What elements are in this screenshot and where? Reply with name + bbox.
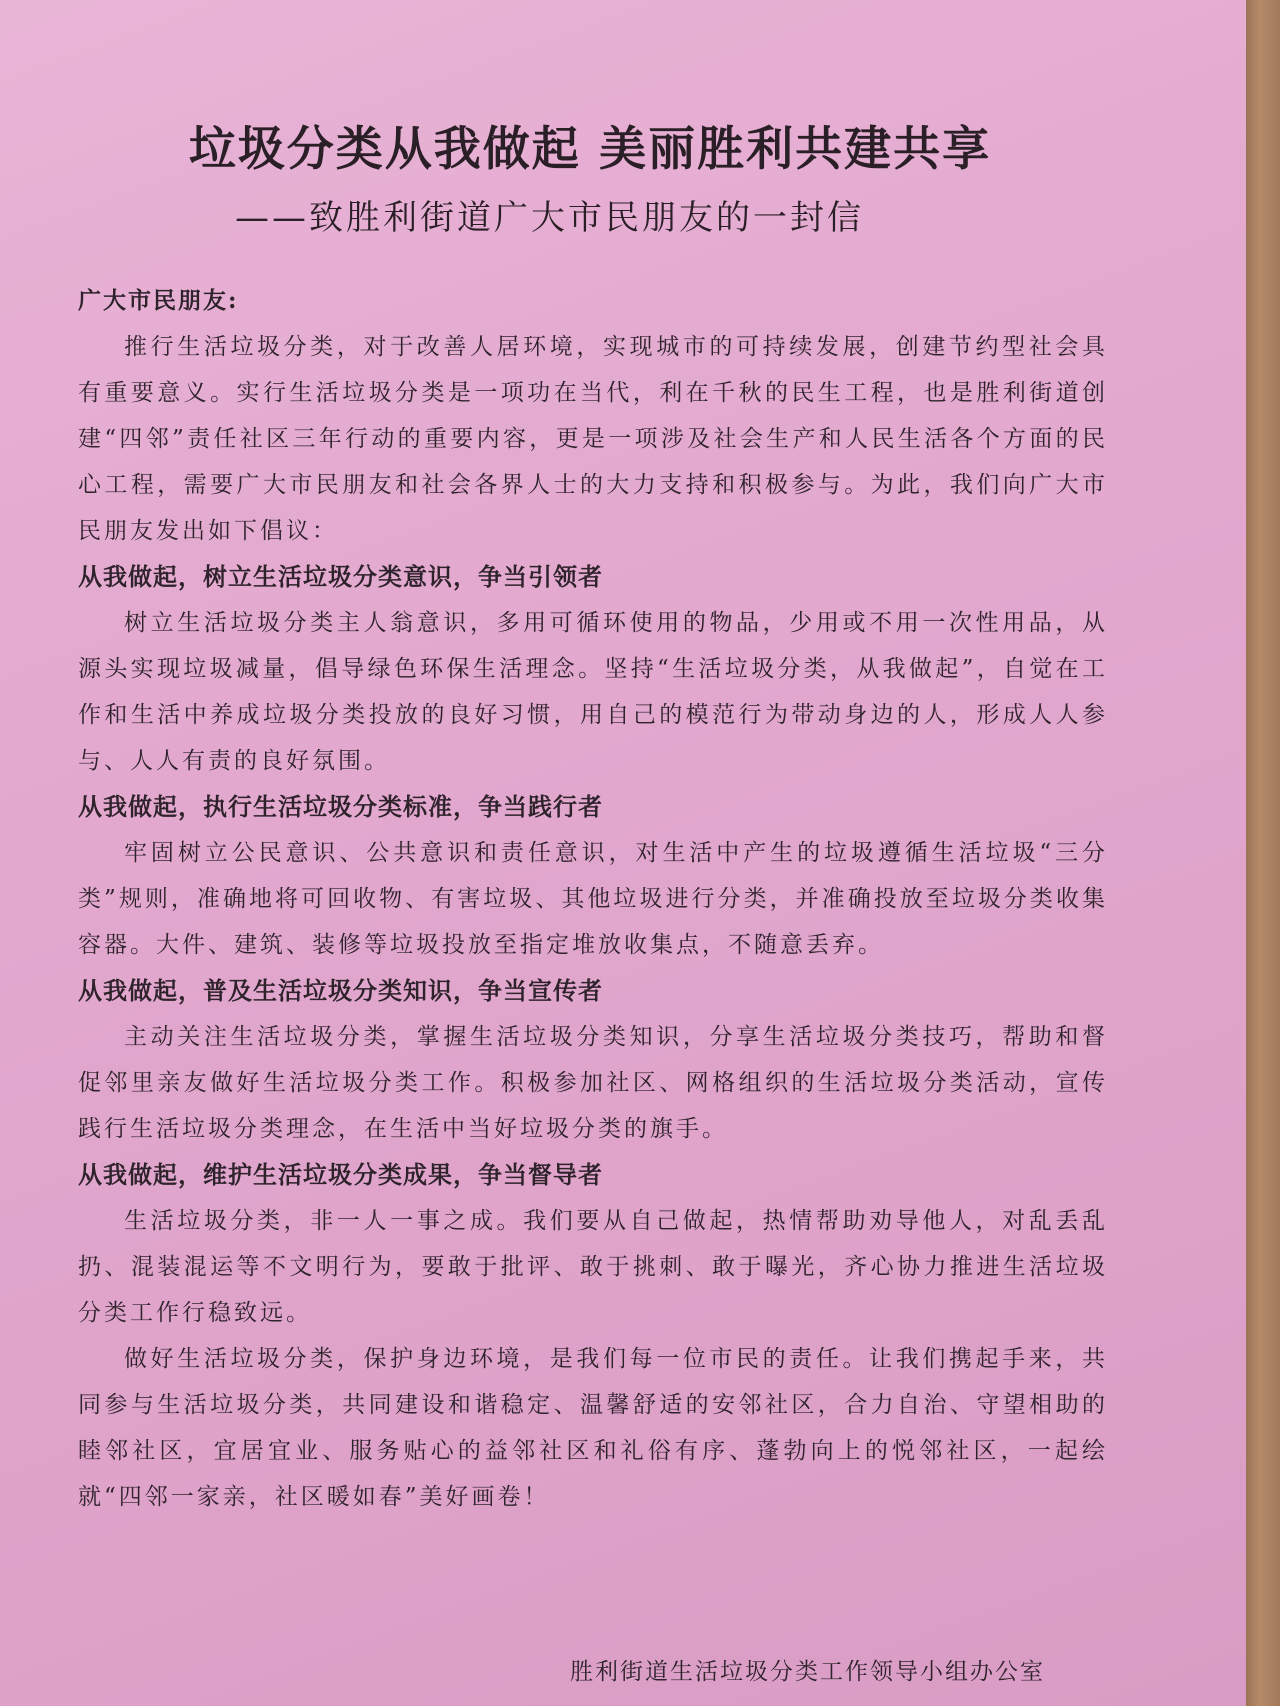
table-edge — [1246, 0, 1280, 1706]
section-heading-4: 从我做起，维护生活垃圾分类成果，争当督导者 — [78, 1160, 603, 1189]
section-heading-3: 从我做起，普及生活垃圾分类知识，争当宣传者 — [78, 976, 603, 1005]
section-heading-1: 从我做起，树立生活垃圾分类意识，争当引领者 — [78, 562, 603, 591]
letter-title: 垃圾分类从我做起 美丽胜利共建共享 — [188, 122, 992, 177]
salutation: 广大市民朋友: — [78, 287, 239, 314]
section-heading-2: 从我做起，执行生活垃圾分类标准，争当践行者 — [78, 792, 603, 821]
intro-paragraph: 推行生活垃圾分类，对于改善人居环境，实现城市的可持续发展，创建节约型社会具有重要意义。实行生活垃圾分类是一项功在当代，利在千秋的民生工程，也是胜利街道创建“四邻”责任社区三年行动的重要内容，更是一项涉及社会生产和人民生活各个方面的民心工程，需要广大市民朋友和社会各界人士的大力支持和积极参与。为此，我们向广大市民朋友发出如下倡议： — [78, 334, 1108, 544]
section-paragraph-3: 主动关注生活垃圾分类，掌握生活垃圾分类知识，分享生活垃圾分类技巧，帮助和督促邻里亲友做好生活垃圾分类工作。积极参加社区、网格组织的生活垃圾分类活动，宣传践行生活垃圾分类理念，在生活中当好垃圾分类的旗手。 — [78, 1024, 1108, 1142]
section-paragraph-4: 生活垃圾分类，非一人一事之成。我们要从自己做起，热情帮助劝导他人，对乱丢乱扔、混装混运等不文明行为，要敢于批评、敢于挑刺、敢于曝光，齐心协力推进生活垃圾分类工作行稳致远。 — [78, 1208, 1108, 1326]
closing-paragraph: 做好生活垃圾分类，保护身边环境，是我们每一位市民的责任。让我们携起手来，共同参与生活垃圾分类，共同建设和谐稳定、温馨舒适的安邻社区，合力自治、守望相助的睦邻社区，宜居宜业、服务贴心的益邻社区和礼俗有序、蓬勃向上的悦邻社区，一起绘就“四邻一家亲，社区暖如春”美好画卷！ — [78, 1346, 1108, 1510]
letter-subtitle: ——致胜利街道广大市民朋友的一封信 — [235, 198, 864, 238]
section-paragraph-1: 树立生活垃圾分类主人翁意识，多用可循环使用的物品，少用或不用一次性用品，从源头实现垃圾减量，倡导绿色环保生活理念。坚持“生活垃圾分类，从我做起”，自觉在工作和生活中养成垃圾分类投放的良好习惯，用自己的模范行为带动身边的人，形成人人参与、人人有责的良好氛围。 — [78, 610, 1108, 774]
section-paragraph-2: 牢固树立公民意识、公共意识和责任意识，对生活中产生的垃圾遵循生活垃圾“三分类”规则，准确地将可回收物、有害垃圾、其他垃圾进行分类，并准确投放至垃圾分类收集容器。大件、建筑、装修等垃圾投放至指定堆放收集点，不随意丢弃。 — [78, 840, 1108, 958]
signature: 胜利街道生活垃圾分类工作领导小组办公室 — [570, 1659, 1045, 1685]
letter-body — [78, 278, 1108, 1520]
